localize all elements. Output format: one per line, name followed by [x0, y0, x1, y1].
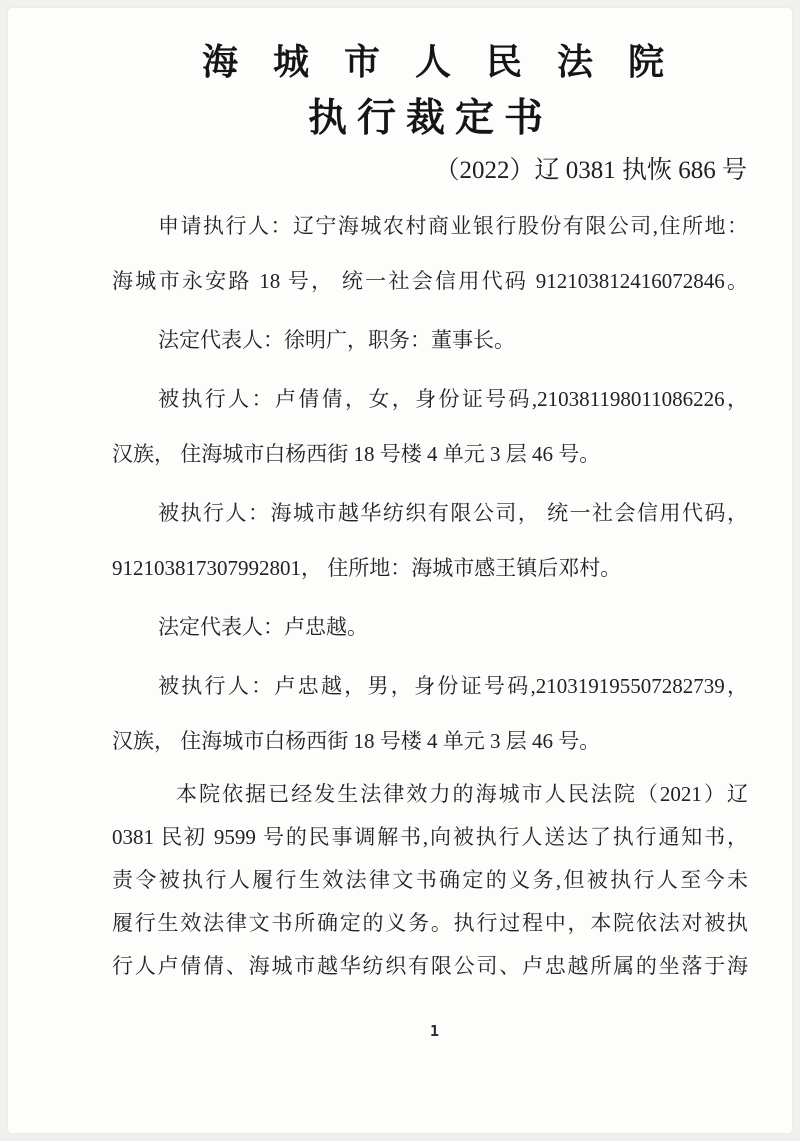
text-line: 法定代表人：徐明广，职务：董事长。: [158, 328, 515, 352]
text-line: 履行生效法律文书所确定的义务。执行过程中，本院依法对被执: [112, 911, 748, 935]
text-line: 被执行人：海城市越华纺织有限公司， 统一社会信用代码，: [158, 501, 748, 525]
paragraph-ruling-body: [112, 773, 748, 988]
text-line: 0381 民初 9599 号的民事调解书,向被执行人送达了执行通知书，: [112, 825, 748, 849]
text-line: 申请执行人：辽宁海城农村商业银行股份有限公司,住所地：: [158, 214, 748, 238]
court-name-title: 海城市人民法院: [202, 42, 700, 82]
document-body: [112, 199, 748, 988]
document-type-title: 执行裁定书: [308, 97, 554, 140]
text-line: 本院依据已经发生法律效力的海城市人民法院（2021）辽: [176, 782, 748, 806]
document-page: [8, 8, 792, 1133]
paragraph-legal-rep-2: [112, 600, 748, 655]
text-line: 912103817307992801， 住所地：海城市感王镇后邓村。: [112, 556, 622, 580]
text-line: 法定代表人：卢忠越。: [158, 615, 368, 639]
text-line: 海城市永安路 18 号， 统一社会信用代码 912103812416072846。: [112, 269, 748, 293]
paragraph-respondent-2: [112, 486, 748, 596]
paragraph-applicant: [112, 199, 748, 309]
paragraph-legal-rep-1: [112, 313, 748, 368]
page-number: 1: [430, 1022, 440, 1040]
paragraph-respondent-3: [112, 659, 748, 769]
text-line: 被执行人：卢忠越，男，身份证号码,210319195507282739，: [158, 674, 748, 698]
paragraph-respondent-1: [112, 372, 748, 482]
text-line: 责令被执行人履行生效法律文书确定的义务,但被执行人至今未: [112, 868, 748, 892]
text-line: 汉族， 住海城市白杨西街 18 号楼 4 单元 3 层 46 号。: [112, 729, 601, 753]
text-line: 行人卢倩倩、海城市越华纺织有限公司、卢忠越所属的坐落于海: [112, 954, 748, 978]
text-line: 被执行人：卢倩倩，女，身份证号码,210381198011086226，: [158, 387, 748, 411]
case-number: （2022）辽 0381 执恢 686 号: [434, 157, 747, 184]
text-line: 汉族， 住海城市白杨西街 18 号楼 4 单元 3 层 46 号。: [112, 442, 601, 466]
